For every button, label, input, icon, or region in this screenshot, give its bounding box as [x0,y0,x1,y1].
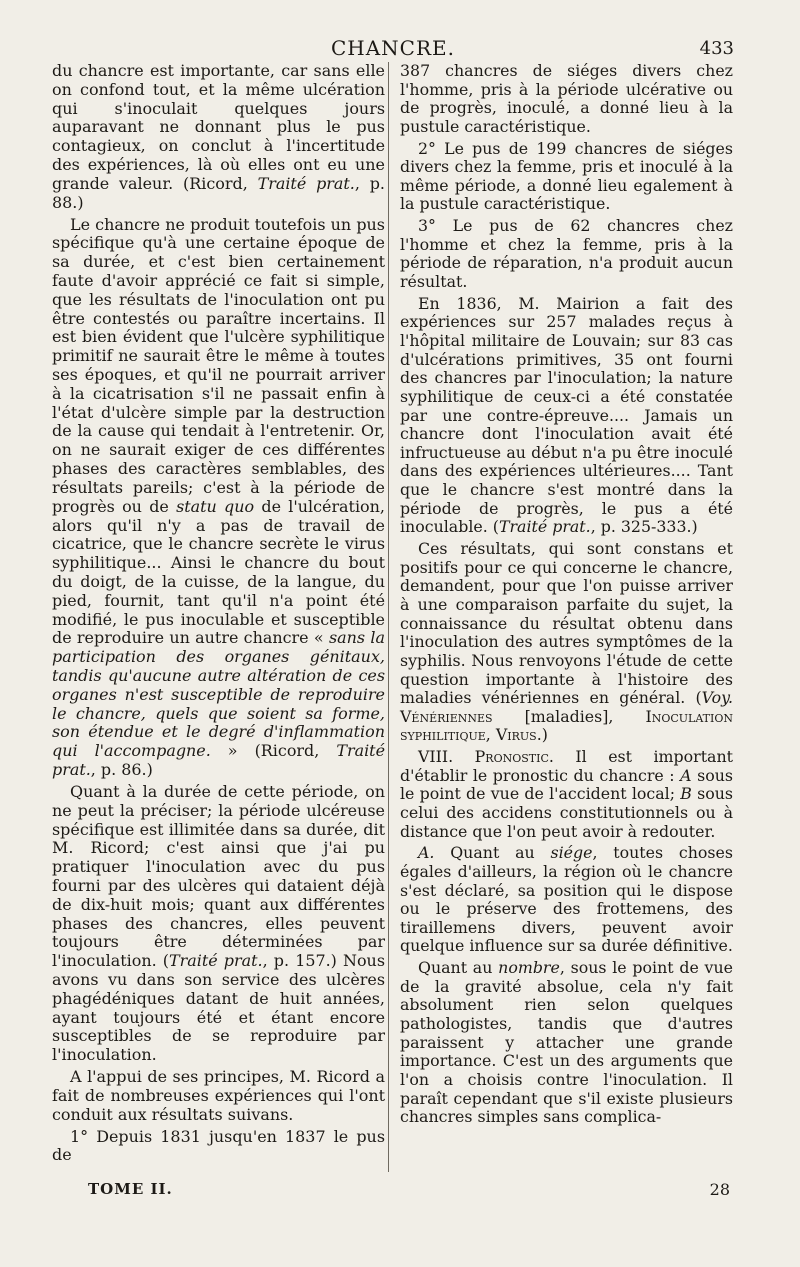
small-caps-text: Virus [495,725,537,745]
text-run: sous celui des accidens constitutionnels ou à distance que l'on peut avoir à redouter. [400,784,733,841]
text-run: » (Ricord, [210,741,337,761]
running-title: CHANCRE. [330,36,455,60]
text-run: , sous le point de vue de la gravité absolue, cela n'y fait absolument rien selon quelques pathologistes, tandis que d'autres paraissent y attacher une grande importance. C'est un des arguments que l'on a choisis contre l'inoculation. Il paraît cependant que s'il existe plusieurs chancres simples sans complica- [400,958,734,1127]
text-run: En 1836, M. Mairion a fait des expériences sur 257 malades reçus à l'hôpital militaire de Louvain; sur 83 cas d'ulcérations primitives, 35 ont fourni des chancres par l'inoculation; la nature syphilitique de ceux-ci a été constatée par une contre-épreuve.... Jamais un chancre dont l'inoculation avait été infructueuse au début n'a pu être inoculé dans des expériences ultérieures.... Tant que le chancre s'est montré dans la période de progrès, le pus a été inoculable. ( [400,293,733,537]
text-run: , p. 86.) [90,760,153,780]
paragraph [52,1128,385,1166]
text-run: 387 chancres de siéges divers chez l'homme, pris à la période ulcérative ou de progrès, inoculé, a donné lieu à la pustule caractéristique. [400,61,733,136]
italic-text: statu quo [176,496,255,516]
paragraph [400,540,733,745]
text-run: , [485,725,496,745]
paragraph [400,748,733,841]
paragraph [400,62,733,137]
paragraph [52,216,385,780]
italic-text: nombre [498,958,560,978]
italic-text: sans la participation des organes génitaux, tandis qu'aucune autre altération de ces organes n'est susceptible de reproduire le chancre, quels que soient sa forme, son étendue et le degré d'inflammation qui l'accompagne. [52,628,385,761]
column-divider [388,62,389,1172]
volume-label: TOME II. [88,1180,173,1198]
text-run: , p. 88.) [52,173,385,212]
paragraph [400,295,733,537]
italic-text: Traité prat. [169,951,263,971]
italic-text: A [680,765,692,785]
text-run: Le chancre ne produit toutefois un pus spécifique qu'à une certaine époque de sa durée, et c'est bien certainement faute d'avoir apprécié ce fait si simple, que les résultats de l'inoculation ont pu être contestés ou paraître incertains. Il est bien évident que l'ulcère syphilitique primitif ne saurait être le même à toutes ses époques, et qu'il ne pourrait arriver à la cicatrisation s'il ne passait enfin à l'état d'ulcère simple par la destruction de la cause qui tendait à l'entretenir. Or, on ne saurait exiger de ces différentes phases des caractères semblables, des résultats pareils; c'est à la période de progrès ou de [52,214,385,516]
text-run: , p. 157.) Nous avons vu dans son service des ulcères phagédéniques datant de huit années, ayant toujours été et étant encore susceptibles de se reproduire par l'inoculation. [52,951,385,1065]
small-caps-text: Inoculation syphilitique [400,706,733,745]
text-run: Quant au [418,958,499,978]
italic-text: siége [550,843,593,863]
text-run: Quant à la durée de cette période, on ne peut la préciser; la période ulcéreuse spécifique est illimitée dans sa durée, dit M. Ricord; c'est ainsi que j'ai pu pratiquer l'inoculation avec du pus fourni par des ulcères qui dataient déjà de dix-huit mois; quant aux différentes phases des chancres, elles peuvent toujours être déterminées par l'inoculation. ( [52,781,385,971]
italic-text: Traité prat. [498,517,591,537]
paragraph [400,140,733,215]
small-caps-text: Vénériennes [400,706,493,726]
text-run: [maladies], [492,706,646,726]
page-number: 433 [699,38,734,59]
text-column-left [52,62,385,1172]
paragraph [400,217,733,292]
italic-text: Traité prat. [257,173,355,193]
text-run: 3° Le pus de 62 chancres chez l'homme et chez la femme, pris à la période de réparation, n'a produit aucun résultat. [400,216,733,292]
text-run: 1° Depuis 1831 jusqu'en 1837 le pus de [52,1126,385,1165]
text-run: A l'appui de ses principes, M. Ricord a fait de nombreuses expériences qui l'ont conduit aux résultats suivans. [52,1067,385,1124]
text-column-right [400,62,733,1172]
text-run: . Il est important d'établir le pronostic du chancre : [400,747,733,785]
text-run: , p. 325-333.) [590,517,698,537]
text-run: Quant au [434,843,551,863]
paragraph [400,959,733,1127]
text-run: .) [536,725,548,745]
paragraph [52,62,385,213]
italic-text: Voy. [701,688,733,708]
small-caps-text: Pronostic [474,747,549,767]
signature-mark: 28 [709,1180,730,1199]
text-run: , toutes choses égales d'ailleurs, la région où le chancre s'est déclaré, sa position qui le dispose ou le préserve des frottemens, des tiraillemens divers, peuvent avoir quelque influence sur sa durée définitive. [400,843,733,956]
text-run: sous le point de vue de l'accident local; [400,765,733,804]
text-run: du chancre est importante, car sans elle on confond tout, et la même ulcération qui s'inoculait quelques jours auparavant ne donnant plus le pus contagieux, on conclut à l'incertitude des expériences, là où elles ont eu une grande valeur. (Ricord, [52,61,385,193]
text-run: de l'ulcération, alors qu'il n'y a pas de travail de cicatrice, que le chancre secrète le virus syphilitique... Ainsi le chancre du bout du doigt, de la cuisse, de la langue, du pied, fournit, tant qu'il n'a point été modifié, le pus inoculable et susceptible de reproduire un autre chancre « [52,496,385,648]
paragraph [52,1068,385,1124]
paragraph [400,844,733,956]
paragraph [52,783,385,1065]
text-run: Ces résultats, qui sont constans et positifs pour ce qui concerne le chancre, demandent, pour que l'on puisse arriver à une comparaison parfaite du sujet, la connaissance du résultat obtenu dans l'inoculation des autres symptômes de la syphilis. Nous renvoyons l'étude de cette question importante à l'histoire des maladies vénériennes en général. ( [400,539,733,708]
page-footer [88,1180,730,1204]
italic-text: Traité prat. [52,741,386,780]
italic-text: B [680,784,692,804]
text-run: 2° Le pus de 199 chancres de siéges divers chez la femme, pris et inoculé à la même période, a donné lieu egalement à la pustule caractéristique. [400,138,733,214]
italic-text: A. [418,843,435,863]
text-run: VIII. [418,747,475,767]
